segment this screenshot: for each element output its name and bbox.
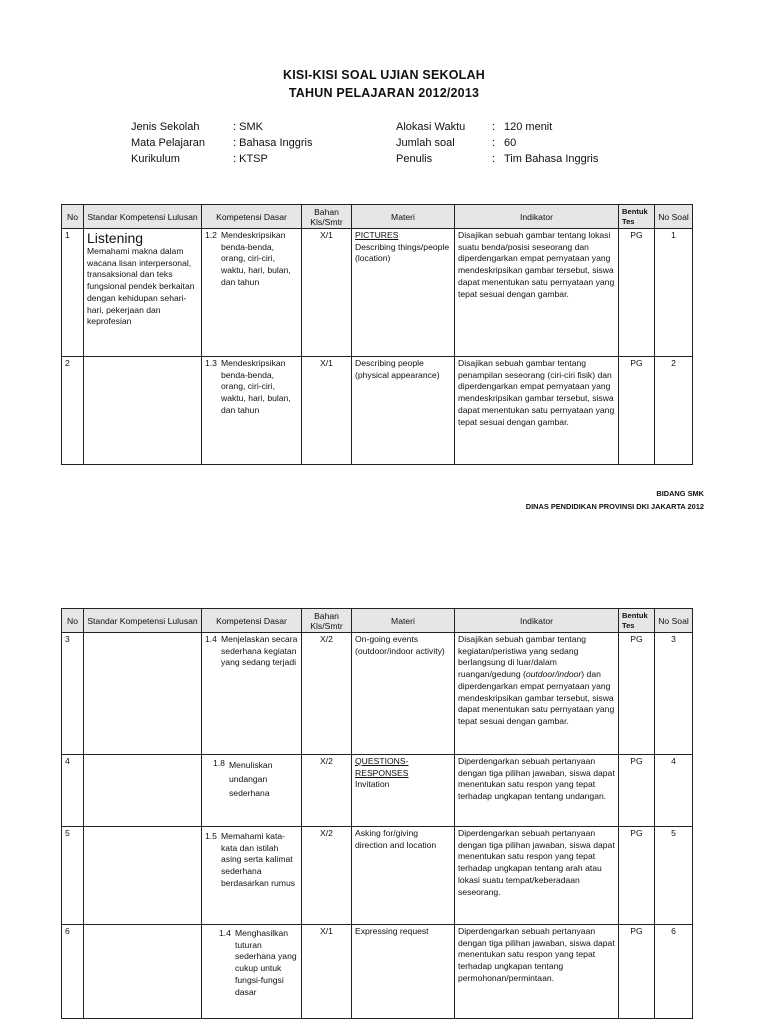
kd-text: Menuliskan undangan sederhana: [229, 760, 273, 798]
cell-skl: [84, 925, 202, 1019]
footer-block: [526, 487, 704, 513]
meta-value: : Bahasa Inggris: [233, 137, 313, 149]
cell-skl: [84, 755, 202, 827]
cell-nosoal: 1: [655, 229, 693, 357]
cell-bentuk: PG: [619, 229, 655, 357]
header-skl: Standar Kompetensi Lulusan: [84, 609, 202, 633]
cell-no: 3: [62, 633, 84, 755]
cell-kd: [202, 357, 302, 465]
cell-nosoal: 2: [655, 357, 693, 465]
materi-text: Expressing request: [355, 926, 429, 936]
cell-bahan: X/1: [302, 357, 352, 465]
cell-bentuk: PG: [619, 755, 655, 827]
cell-no: 6: [62, 925, 84, 1019]
cell-bentuk: PG: [619, 827, 655, 925]
kd-text: Menjelaskan secara sederhana kegiatan yang sedang terjadi: [221, 634, 298, 668]
document-subtitle: TAHUN PELAJARAN 2012/2013: [288, 86, 480, 100]
cell-indikator: Disajikan sebuah gambar tentang penampilan seseorang (ciri-ciri fisik) dan diperdengarkan empat pernyataan yang mendeskripsikan gambar tersebut, siswa dapat menentukan satu pernyataan yang tepat sesuai dengan gambar.: [455, 357, 619, 465]
cell-materi: [352, 755, 455, 827]
cell-materi: [352, 633, 455, 755]
meta-label: Mata Pelajaran: [131, 137, 205, 149]
header-indikator: Indikator: [455, 609, 619, 633]
skl-text: Memahami makna dalam wacana lisan interpersonal, transaksional dan teks fungsional pendek berkaitan dengan kehidupan sehari-hari, pekerjaan dan keprofesian: [87, 246, 195, 327]
table-row: [62, 827, 693, 925]
table-row: [62, 357, 693, 465]
kd-number: 1.8: [213, 758, 225, 768]
cell-nosoal: 4: [655, 755, 693, 827]
kd-text: Memahami kata-kata dan istilah asing serta kalimat sederhana berdasarkan rumus: [221, 831, 296, 888]
materi-text: On-going events (outdoor/indoor activity): [355, 634, 445, 656]
kisi-table-page1: [61, 204, 693, 465]
kd-text: Menghasilkan tuturan sederhana yang cukup untuk fungsi-fungsi dasar: [235, 928, 297, 997]
kisi-table-page2: [61, 608, 693, 1019]
cell-indikator: Disajikan sebuah gambar tentang lokasi suatu benda/posisi seseorang dan diperdengarkan empat pernyataan yang mendeskripsikan gambar tersebut, siswa dapat menentukan satu pernyataan yang tepat sesuai dengan gambar.: [455, 229, 619, 357]
meta-right: [396, 119, 598, 167]
header-nosoal: No Soal: [655, 205, 693, 229]
meta-value: 60: [504, 137, 517, 149]
header-bahan: Bahan Kls/Smtr: [302, 205, 352, 229]
cell-bahan: X/2: [302, 755, 352, 827]
indikator-italic: outdoor/indoor: [525, 669, 582, 680]
cell-skl: [84, 357, 202, 465]
meta-left: [131, 119, 313, 167]
kd-text: Mendeskripsikan benda-benda, orang, ciri-ciri, waktu, hari, bulan, dan tahun: [221, 358, 291, 415]
skl-title: Listening: [87, 230, 144, 246]
materi-text: Describing people (physical appearance): [355, 358, 440, 380]
table-row: [62, 925, 693, 1019]
cell-bentuk: PG: [619, 925, 655, 1019]
meta-value: 120 menit: [504, 121, 553, 133]
cell-materi: [352, 925, 455, 1019]
cell-bahan: X/1: [302, 229, 352, 357]
cell-bentuk: PG: [619, 633, 655, 755]
meta-mata-pelajaran: [131, 135, 313, 151]
cell-kd: [202, 925, 302, 1019]
indikator-text: Disajikan sebuah gambar tentang kegiatan/peristiwa yang sedang berlangsung di luar/dalam ruangan/gedung (: [458, 634, 587, 680]
cell-kd: [202, 229, 302, 357]
kd-number: 1.4: [205, 634, 217, 644]
table-row: [62, 633, 693, 755]
footer-dinas: DINAS PENDIDIKAN PROVINSI DKI JAKARTA 2012: [525, 502, 704, 511]
meta-label: Kurikulum: [131, 153, 180, 165]
meta-penulis: Penulis : Tim Bahasa Inggris: [396, 153, 599, 165]
meta-value: : SMK: [233, 121, 263, 133]
cell-kd: [202, 755, 302, 827]
table-header-row: [62, 205, 693, 229]
header-bentuk: Bentuk Tes: [619, 205, 655, 229]
header-nosoal: No Soal: [655, 609, 693, 633]
cell-indikator: Diperdengarkan sebuah pertanyaan dengan tiga pilihan jawaban, siswa dapat menentukan satu respon yang tepat terhadap ungkapan tentang undangan.: [455, 755, 619, 827]
table-row: [62, 755, 693, 827]
cell-no: 2: [62, 357, 84, 465]
cell-bahan: X/2: [302, 633, 352, 755]
kd-number: 1.2: [205, 230, 217, 240]
cell-no: 1: [62, 229, 84, 357]
header-kd: Kompetensi Dasar: [202, 205, 302, 229]
cell-no: 4: [62, 755, 84, 827]
materi-heading: QUESTIONS-RESPONSES: [355, 756, 409, 778]
cell-bentuk: PG: [619, 357, 655, 465]
materi-text: Invitation: [355, 779, 390, 790]
meta-alokasi-waktu: Alokasi Waktu : 120 menit: [396, 121, 553, 133]
cell-nosoal: 5: [655, 827, 693, 925]
meta-label: Jenis Sekolah: [131, 121, 200, 133]
header-materi: Materi: [352, 205, 455, 229]
materi-text: Asking for/giving direction and location: [355, 828, 437, 850]
cell-materi: [352, 827, 455, 925]
meta-label: Jumlah soal: [396, 137, 455, 149]
indikator-text-end: ) dan diperdengarkan empat pernyataan yang mendeskripsikan gambar tersebut, siswa dapat menentukan satu pernyataan yang tepat sesuai dengan gambar.: [458, 669, 615, 726]
meta-value: Tim Bahasa Inggris: [504, 153, 599, 165]
cell-materi: [352, 229, 455, 357]
meta-kurikulum: [131, 151, 313, 167]
header-no: No: [62, 205, 84, 229]
materi-heading: PICTURES: [355, 230, 399, 240]
header-bentuk: Bentuk Tes: [619, 609, 655, 633]
cell-skl: [84, 229, 202, 357]
kd-number: 1.4: [219, 928, 231, 938]
cell-no: 5: [62, 827, 84, 925]
cell-kd: [202, 633, 302, 755]
cell-indikator: [455, 633, 619, 755]
footer-bidang: BIDANG SMK: [656, 489, 704, 498]
meta-label: Alokasi Waktu: [396, 121, 466, 133]
cell-indikator: Diperdengarkan sebuah pertanyaan dengan tiga pilihan jawaban, siswa dapat menentukan satu respon yang tepat terhadap ungkapan tentang permohonan/permintaan.: [455, 925, 619, 1019]
cell-bahan: X/2: [302, 827, 352, 925]
kd-number: 1.5: [205, 831, 217, 841]
meta-jenis-sekolah: [131, 119, 313, 135]
header-materi: Materi: [352, 609, 455, 633]
cell-materi: [352, 357, 455, 465]
document-title: KISI-KISI SOAL UJIAN SEKOLAH: [283, 68, 485, 82]
header-bahan: Bahan Kls/Smtr: [302, 609, 352, 633]
cell-skl: [84, 827, 202, 925]
meta-jumlah-soal: Jumlah soal :60: [396, 137, 517, 149]
cell-nosoal: 3: [655, 633, 693, 755]
meta-value: : KTSP: [233, 153, 268, 165]
header-no: No: [62, 609, 84, 633]
cell-kd: [202, 827, 302, 925]
cell-bahan: X/1: [302, 925, 352, 1019]
kd-text: Mendeskripsikan benda-benda, orang, ciri-ciri, waktu, hari, bulan, dan tahun: [221, 230, 291, 287]
cell-indikator: Diperdengarkan sebuah pertanyaan dengan tiga pilihan jawaban, siswa dapat menentukan satu respon yang tepat terhadap ungkapan tentang arah atau lokasi suatu tempat/keberadaan seseorang.: [455, 827, 619, 925]
header-kd: Kompetensi Dasar: [202, 609, 302, 633]
meta-label: Penulis: [396, 153, 433, 165]
kd-number: 1.3: [205, 358, 217, 368]
header-indikator: Indikator: [455, 205, 619, 229]
cell-nosoal: 6: [655, 925, 693, 1019]
table-header-row: [62, 609, 693, 633]
materi-text: Describing things/people (location): [355, 241, 450, 264]
cell-skl: [84, 633, 202, 755]
header-skl: Standar Kompetensi Lulusan: [84, 205, 202, 229]
table-row: [62, 229, 693, 357]
